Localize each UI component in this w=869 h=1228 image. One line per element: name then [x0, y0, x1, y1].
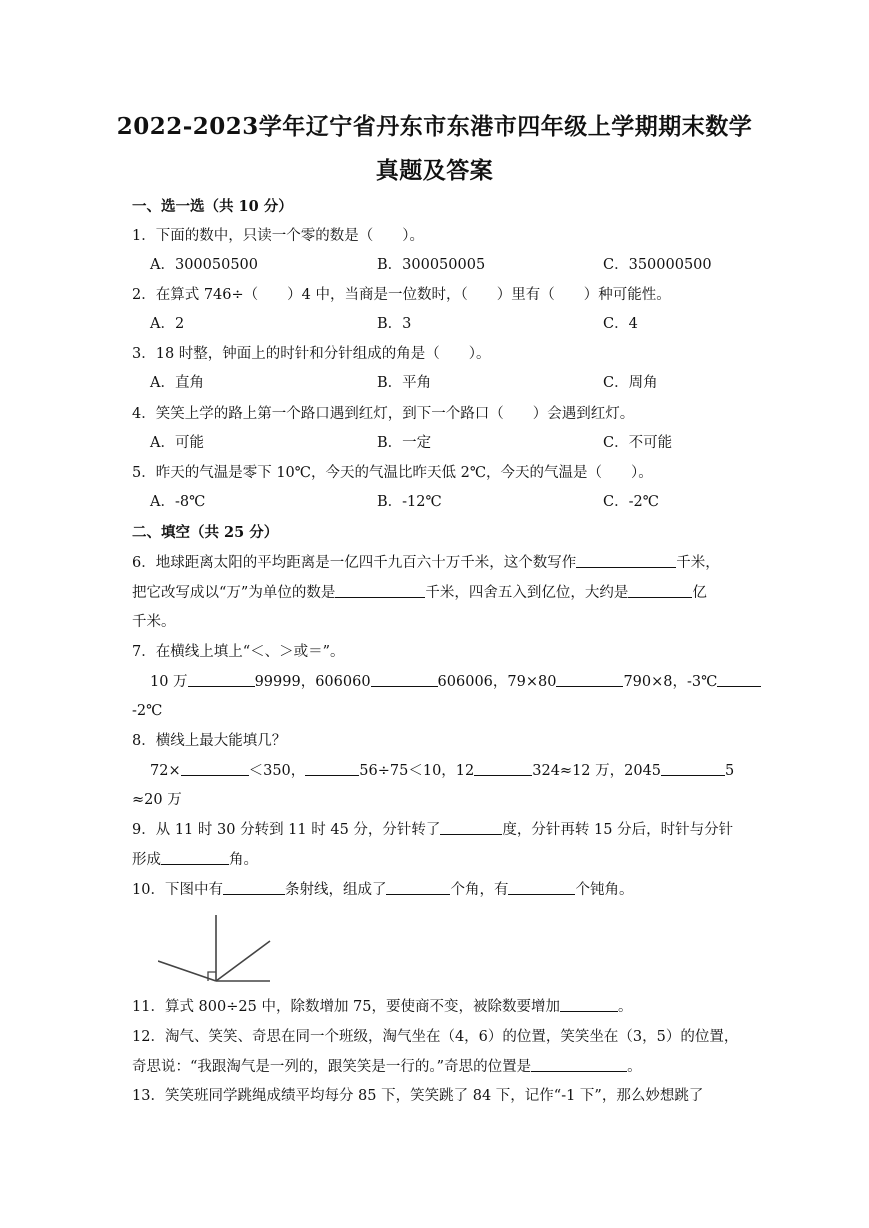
option-a: A．300050500	[150, 257, 258, 273]
option-a: A．直角	[150, 375, 204, 391]
question-text: 度，分针再转 15 分后，时针与分针	[502, 822, 734, 838]
question-line	[132, 850, 258, 870]
answer-blank[interactable]	[335, 583, 425, 598]
option-a: A．2	[150, 316, 185, 332]
question-line: 13．笑笑班同学跳绳成绩平均每分 85 下，笑笑跳了 84 下，记作“-1 下”，那么妙想跳了	[132, 1088, 704, 1104]
document-title-line1: 2022-2023学年辽宁省丹东市东港市四年级上学期期末数学	[116, 113, 753, 140]
answer-blank[interactable]	[474, 761, 532, 776]
question-text: 千米，	[676, 555, 720, 571]
question-stem: 1．下面的数中，只读一个零的数是（ ）。	[132, 228, 424, 244]
question-text: 亿	[692, 585, 707, 601]
answer-blank[interactable]	[508, 880, 575, 895]
option-b: B．平角	[377, 375, 432, 391]
question-line	[132, 820, 733, 840]
question-text: 形成	[132, 852, 161, 868]
option-c: C．不可能	[603, 435, 673, 451]
question-text: 个钝角。	[575, 882, 634, 898]
answer-blank[interactable]	[576, 553, 676, 568]
ray-left	[158, 961, 216, 981]
question-line	[150, 761, 734, 781]
answer-blank[interactable]	[371, 672, 438, 687]
question-stem: 2．在算式 746÷（ ）4 中，当商是一位数时，（ ）里有（ ）种可能性。	[132, 287, 671, 303]
question-text: 千米，四舍五入到亿位，大约是	[425, 585, 629, 601]
question-text: 角。	[229, 852, 258, 868]
question-text: 10．下图中有	[132, 882, 223, 898]
section-heading: 二、填空（共 25 分）	[132, 524, 279, 541]
question-text: 5	[725, 763, 735, 779]
question-stem: 3．18 时整，钟面上的时针和分针组成的角是（ ）。	[132, 346, 491, 362]
answer-blank[interactable]	[628, 583, 692, 598]
option-a: A．-8℃	[150, 494, 206, 510]
question-text: 6．地球距离太阳的平均距离是一亿四千九百六十万千米，这个数写作	[132, 555, 577, 571]
option-c: C．-2℃	[603, 494, 659, 510]
question-line	[132, 880, 633, 900]
question-stem: 7．在横线上填上“＜、＞或＝”。	[132, 644, 345, 660]
question-text: 个角，有	[450, 882, 509, 898]
question-line: ≈20 万	[132, 792, 182, 808]
answer-blank[interactable]	[440, 820, 502, 835]
answer-blank[interactable]	[386, 880, 450, 895]
answer-blank[interactable]	[223, 880, 285, 895]
option-b: B．-12℃	[377, 494, 442, 510]
rays-angle-figure	[158, 915, 274, 985]
question-text: 9．从 11 时 30 分转到 11 时 45 分，分针转了	[132, 822, 441, 838]
question-text: 11．算式 800÷25 中，除数增加 75，要使商不变，被除数要增加	[132, 999, 561, 1015]
question-stem: 4．笑笑上学的路上第一个路口遇到红灯，到下一个路口（ ）会遇到红灯。	[132, 406, 635, 422]
answer-blank[interactable]	[717, 672, 761, 687]
question-text: 790×8，-3℃	[623, 674, 718, 690]
question-line	[132, 583, 707, 603]
question-stem: 8．横线上最大能填几？	[132, 733, 287, 749]
question-text: 条射线，组成了	[284, 882, 387, 898]
question-text: ＜350，	[248, 763, 306, 779]
answer-blank[interactable]	[188, 672, 255, 687]
option-b: B．300050005	[377, 257, 486, 273]
section-heading: 一、选一选（共 10 分）	[132, 198, 293, 215]
answer-blank[interactable]	[305, 761, 359, 776]
question-line: -2℃	[132, 703, 163, 719]
option-b: B．3	[377, 316, 412, 332]
answer-blank[interactable]	[560, 997, 618, 1012]
question-line: 12．淘气、笑笑、奇思在同一个班级，淘气坐在（4，6）的位置，笑笑坐在（3，5）的位置，	[132, 1029, 739, 1045]
question-text: 把它改写成以“万”为单位的数是	[132, 585, 336, 601]
question-text: 72×	[150, 763, 181, 779]
question-stem: 5．昨天的气温是零下 10℃，今天的气温比昨天低 2℃，今天的气温是（ ）。	[132, 465, 653, 481]
question-text: 奇思说：“我跟淘气是一列的，跟笑笑是一行的。”奇思的位置是	[132, 1059, 532, 1075]
question-line	[132, 553, 720, 573]
question-text: 。	[627, 1059, 642, 1075]
option-c: C．350000500	[603, 257, 712, 273]
answer-blank[interactable]	[556, 672, 623, 687]
answer-blank[interactable]	[181, 761, 249, 776]
answer-blank[interactable]	[161, 850, 229, 865]
answer-blank[interactable]	[661, 761, 725, 776]
question-line: 千米。	[132, 614, 176, 630]
option-a: A．可能	[150, 435, 204, 451]
ray-up-right	[216, 941, 270, 981]
question-text: 99999，606060	[254, 674, 371, 690]
question-line	[150, 672, 761, 692]
option-c: C．4	[603, 316, 638, 332]
answer-blank[interactable]	[531, 1057, 627, 1072]
question-line	[132, 997, 633, 1017]
option-b: B．一定	[377, 435, 432, 451]
question-text: 606006，79×80	[437, 674, 557, 690]
question-line	[132, 1057, 642, 1077]
document-title-line2: 真题及答案	[375, 157, 494, 184]
question-text: 324≈12 万，2045	[532, 763, 662, 779]
question-text: 10 万	[150, 674, 188, 690]
option-c: C．周角	[603, 375, 658, 391]
question-text: 。	[618, 999, 633, 1015]
question-text: 56÷75＜10，12	[359, 763, 475, 779]
